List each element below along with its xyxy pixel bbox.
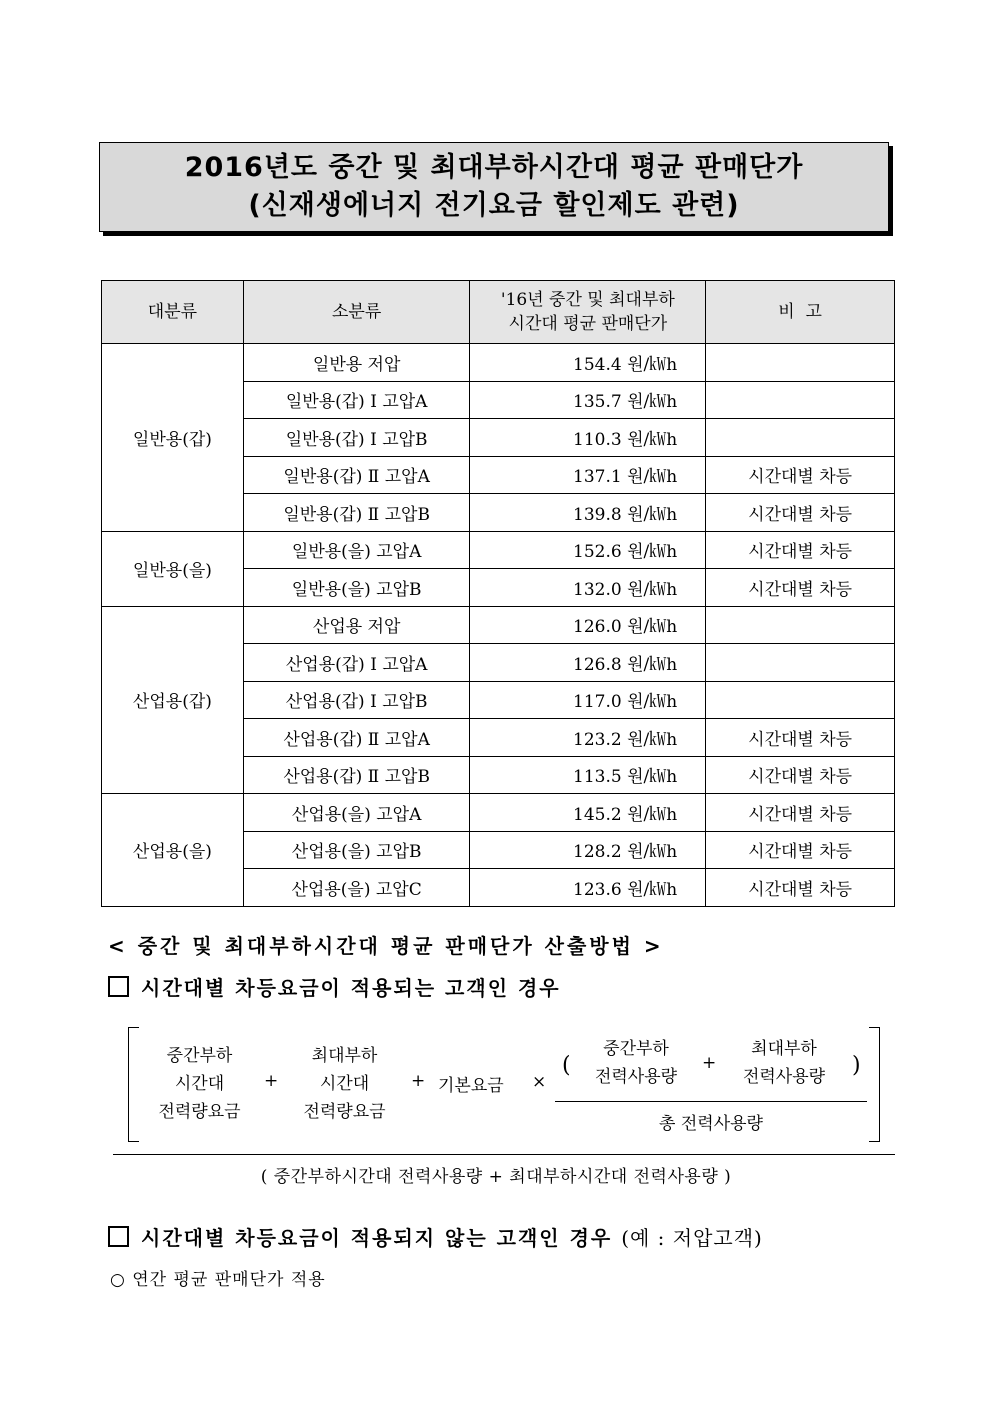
- note-cell: 시간대별 차등: [706, 756, 895, 794]
- case2-text: 시간대별 차등요금이 적용되지 않는 고객인 경우: [141, 1226, 613, 1250]
- header-minor: 소분류: [243, 281, 470, 344]
- term1-line1: 중간부하: [166, 1046, 233, 1066]
- formula-plus3: +: [702, 1053, 717, 1073]
- formula-denominator: 총 전력사용량: [659, 1114, 763, 1134]
- table-row: [102, 794, 895, 832]
- price-cell: 110.3 원/㎾h: [470, 419, 706, 457]
- minor-category-cell: 일반용(을) 고압A: [243, 531, 470, 569]
- note-cell: [706, 644, 895, 682]
- table-row: [102, 531, 895, 569]
- num1-line1: 중간부하: [603, 1039, 669, 1059]
- minor-category-cell: 산업용(갑) Ⅰ 고압A: [243, 644, 470, 682]
- term1-line3: 전력량요금: [158, 1102, 241, 1122]
- note-cell: [706, 419, 895, 457]
- case2-example: (예 : 저압고객): [621, 1226, 763, 1250]
- left-bracket: [128, 1027, 139, 1142]
- minor-category-cell: 산업용(갑) Ⅱ 고압B: [243, 756, 470, 794]
- case2: [108, 1222, 763, 1251]
- formula-plus2: +: [411, 1071, 426, 1091]
- num2-line2: 전력사용량: [742, 1067, 826, 1087]
- minor-category-cell: 일반용(을) 고압B: [243, 569, 470, 607]
- header-price-line1: '16년 중간 및 최대부하: [500, 290, 675, 310]
- note-cell: 시간대별 차등: [706, 719, 895, 757]
- formula-term1: [142, 1042, 257, 1126]
- formula-term2: [287, 1042, 402, 1126]
- case1-text: 시간대별 차등요금이 적용되는 고객인 경우: [141, 976, 561, 1000]
- major-category-cell: 일반용(갑): [102, 344, 244, 532]
- note-cell: 시간대별 차등: [706, 831, 895, 869]
- price-cell: 128.2 원/㎾h: [470, 831, 706, 869]
- formula-base-fee: 기본요금: [438, 1076, 504, 1096]
- formula-times: ×: [532, 1072, 547, 1092]
- price-cell: 132.0 원/㎾h: [470, 569, 706, 607]
- note-cell: 시간대별 차등: [706, 794, 895, 832]
- minor-category-cell: 산업용(갑) Ⅰ 고압B: [243, 681, 470, 719]
- price-cell: 117.0 원/㎾h: [470, 681, 706, 719]
- note-cell: [706, 606, 895, 644]
- major-category-cell: 산업용(을): [102, 794, 244, 907]
- note-cell: 시간대별 차등: [706, 456, 895, 494]
- price-cell: 145.2 원/㎾h: [470, 794, 706, 832]
- note-cell: 시간대별 차등: [706, 869, 895, 907]
- term2-line2: 시간대: [319, 1074, 370, 1094]
- price-cell: 135.7 원/㎾h: [470, 381, 706, 419]
- title-line1: 2016년도 중간 및 최대부하시간대 평균 판매단가: [184, 152, 804, 183]
- title-box: [99, 142, 889, 232]
- note-cell: [706, 681, 895, 719]
- price-cell: 139.8 원/㎾h: [470, 494, 706, 532]
- num2-line1: 최대부하: [751, 1039, 817, 1059]
- note-cell: [706, 381, 895, 419]
- num1-line2: 전력사용량: [594, 1067, 678, 1087]
- minor-category-cell: 산업용 저압: [243, 606, 470, 644]
- formula: [128, 1027, 880, 1142]
- price-cell: 154.4 원/㎾h: [470, 344, 706, 382]
- price-cell: 113.5 원/㎾h: [470, 756, 706, 794]
- overall-denominator: ( 중간부하시간대 전력사용량 + 최대부하시간대 전력사용량 ): [260, 1167, 732, 1187]
- case1: [108, 972, 561, 1001]
- table-row: [102, 344, 895, 382]
- formula-num2: [726, 1035, 842, 1091]
- note-cell: 시간대별 차등: [706, 569, 895, 607]
- checkbox-square-icon: [108, 976, 129, 997]
- formula-plus1: +: [264, 1071, 279, 1091]
- formula-num1: [578, 1035, 694, 1091]
- price-cell: 152.6 원/㎾h: [470, 531, 706, 569]
- note-cell: 시간대별 차등: [706, 494, 895, 532]
- minor-category-cell: 산업용(갑) Ⅱ 고압A: [243, 719, 470, 757]
- main-fraction-bar: [113, 1154, 895, 1155]
- formula-close-paren: ): [852, 1053, 861, 1078]
- term1-line2: 시간대: [174, 1074, 225, 1094]
- minor-category-cell: 일반용(갑) Ⅱ 고압A: [243, 456, 470, 494]
- price-cell: 123.2 원/㎾h: [470, 719, 706, 757]
- bullet-annual-price: ○ 연간 평균 판매단가 적용: [110, 1270, 326, 1290]
- note-cell: 시간대별 차등: [706, 531, 895, 569]
- major-category-cell: 산업용(갑): [102, 606, 244, 794]
- minor-category-cell: 일반용(갑) Ⅰ 고압A: [243, 381, 470, 419]
- major-category-cell: 일반용(을): [102, 531, 244, 606]
- term2-line3: 전력량요금: [303, 1102, 386, 1122]
- price-table: [101, 280, 895, 907]
- title-line2: (신재생에너지 전기요금 할인제도 관련): [248, 190, 740, 221]
- header-price: [470, 281, 706, 344]
- minor-category-cell: 산업용(을) 고압A: [243, 794, 470, 832]
- minor-category-cell: 일반용(갑) Ⅱ 고압B: [243, 494, 470, 532]
- header-note: 비 고: [706, 281, 895, 344]
- checkbox-square-icon: [108, 1226, 129, 1247]
- header-major: 대분류: [102, 281, 244, 344]
- table-row: [102, 606, 895, 644]
- right-bracket: [869, 1027, 880, 1142]
- note-cell: [706, 344, 895, 382]
- minor-category-cell: 산업용(을) 고압C: [243, 869, 470, 907]
- price-cell: 126.0 원/㎾h: [470, 606, 706, 644]
- price-cell: 126.8 원/㎾h: [470, 644, 706, 682]
- table-header-row: [102, 281, 895, 344]
- minor-category-cell: 일반용(갑) Ⅰ 고압B: [243, 419, 470, 457]
- term2-line1: 최대부하: [311, 1046, 378, 1066]
- header-price-line2: 시간대 평균 판매단가: [508, 314, 668, 334]
- minor-category-cell: 산업용(을) 고압B: [243, 831, 470, 869]
- method-title: < 중간 및 최대부하시간대 평균 판매단가 산출방법 >: [108, 934, 664, 958]
- formula-open-paren: (: [562, 1053, 571, 1078]
- minor-category-cell: 일반용 저압: [243, 344, 470, 382]
- price-cell: 137.1 원/㎾h: [470, 456, 706, 494]
- fraction-bar: [555, 1101, 867, 1102]
- price-cell: 123.6 원/㎾h: [470, 869, 706, 907]
